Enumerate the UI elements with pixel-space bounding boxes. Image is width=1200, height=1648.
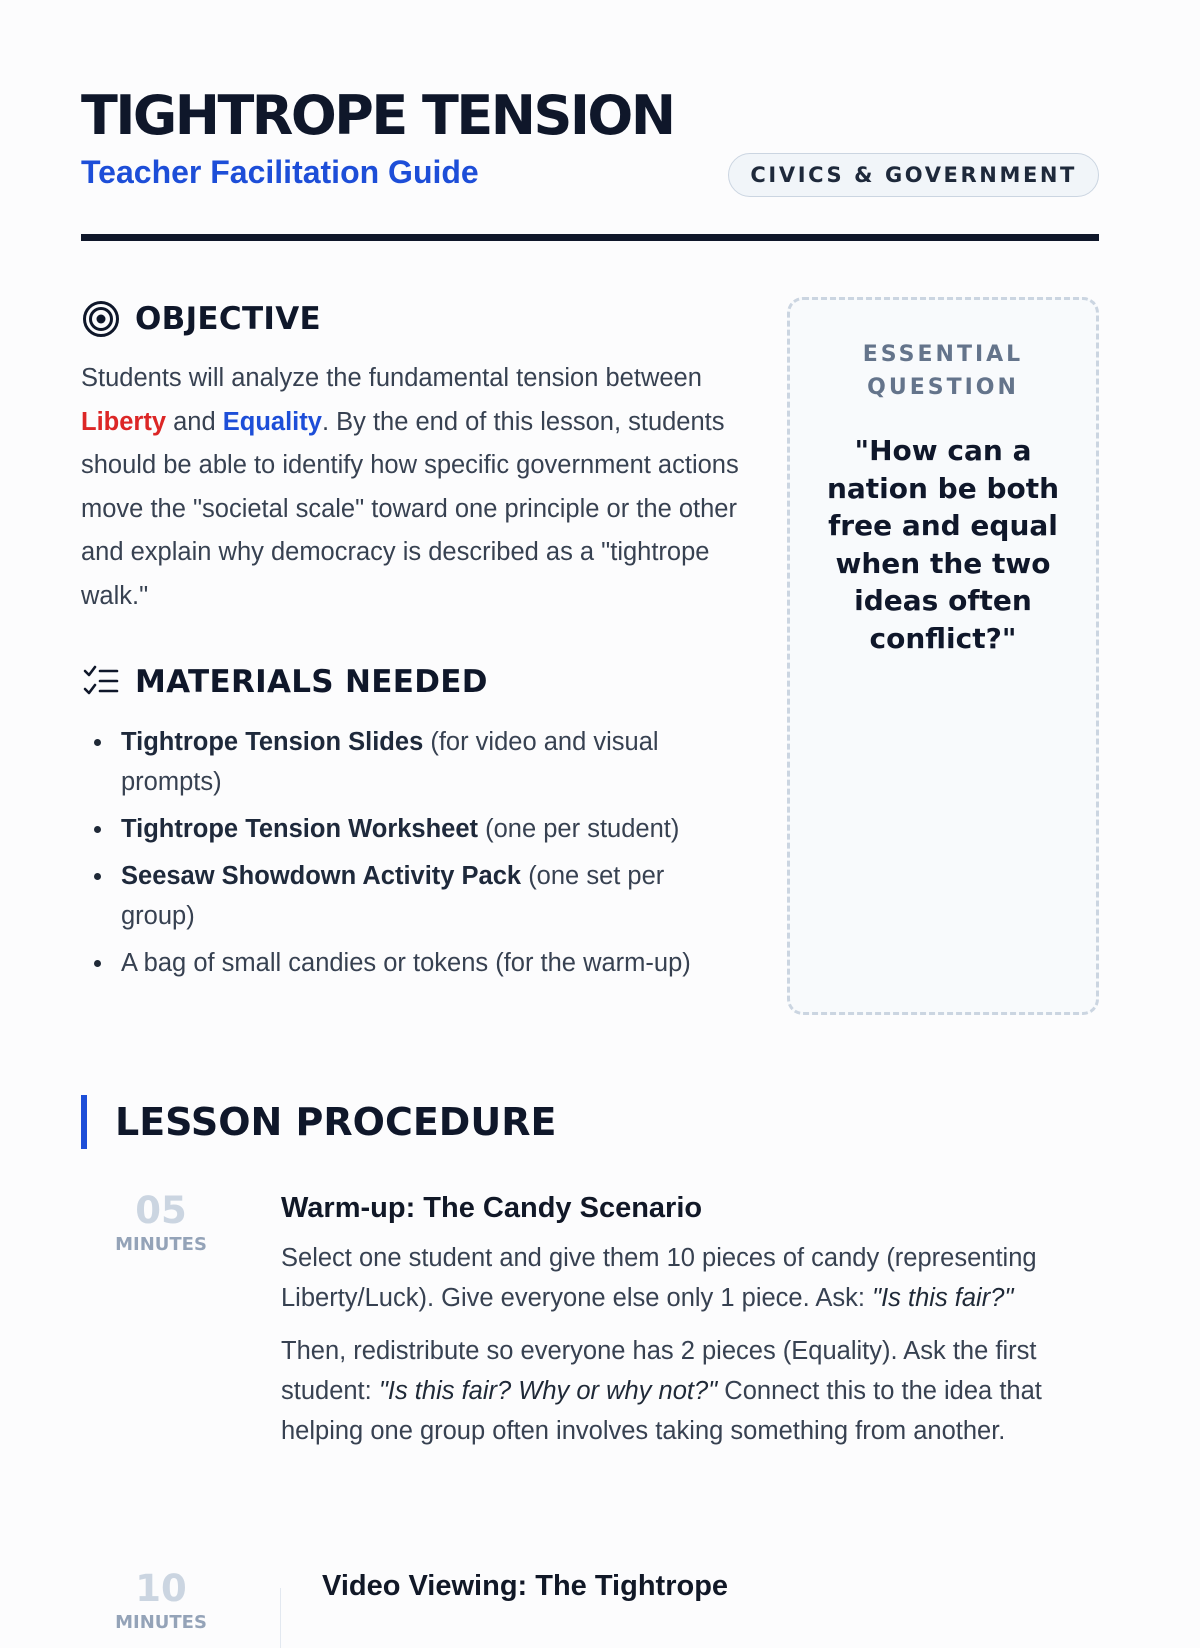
step-paragraph-text: Select one student and give them 10 pieces of candy (representing Liberty/Luck). Give everyone else only 1 piece. Ask: bbox=[281, 1244, 1037, 1312]
materials-item bbox=[81, 809, 741, 849]
materials-item-detail: (for video and visual prompts) bbox=[121, 728, 659, 796]
materials-list bbox=[81, 722, 741, 983]
step-paragraph-quote: "Is this fair?" bbox=[872, 1284, 1014, 1312]
essential-question-box bbox=[787, 297, 1099, 1015]
target-icon bbox=[81, 299, 121, 339]
step-paragraph bbox=[281, 1331, 1099, 1451]
step-duration bbox=[81, 1188, 241, 1256]
essential-question-text: "How can a nation be both free and equal when the two ideas often conflict?" bbox=[826, 434, 1060, 655]
checklist-icon bbox=[81, 662, 121, 702]
materials-item bbox=[81, 856, 741, 936]
overview-section bbox=[81, 242, 1099, 1062]
materials-item-detail: (one set per group) bbox=[121, 862, 665, 930]
step-minutes: 10 bbox=[135, 1567, 187, 1610]
equality-term: Equality bbox=[222, 407, 322, 436]
procedure-heading bbox=[81, 1095, 556, 1149]
header-divider bbox=[81, 234, 1099, 241]
objective-text-part3: . By the end of this lesson, students should be able to identify how specific government actions move the "societal scale" toward one principle or the other and explain why democracy is described as a "tightrope walk." bbox=[81, 407, 739, 610]
step-minutes-unit: MINUTES bbox=[115, 1612, 207, 1633]
page-title: TIGHTROPE TENSION bbox=[81, 84, 674, 147]
step-paragraph-text: Then, redistribute so everyone has 2 pieces (Equality). Ask the first student: bbox=[281, 1337, 1037, 1405]
materials-item-detail: (one per student) bbox=[478, 815, 680, 843]
materials-heading-label: MATERIALS NEEDED bbox=[135, 664, 488, 700]
liberty-term: Liberty bbox=[81, 407, 167, 436]
materials-item-detail: A bag of small candies or tokens (for the warm-up) bbox=[121, 949, 691, 977]
objective-heading bbox=[81, 297, 741, 341]
step-minutes: 05 bbox=[135, 1189, 187, 1232]
objective-text-part2: and bbox=[166, 407, 223, 436]
step-title: Warm-up: The Candy Scenario bbox=[281, 1192, 703, 1224]
step-paragraph bbox=[281, 1238, 1099, 1318]
page-header bbox=[81, 0, 1099, 242]
page-subtitle: Teacher Facilitation Guide bbox=[81, 154, 479, 190]
materials-item bbox=[81, 722, 741, 802]
materials-item-name: Seesaw Showdown Activity Pack bbox=[121, 862, 522, 890]
step-body bbox=[281, 1188, 1099, 1451]
materials-item bbox=[81, 943, 741, 983]
essential-question-label: ESSENTIAL QUESTION bbox=[862, 342, 1024, 400]
step-title: Video Viewing: The Tightrope bbox=[322, 1570, 729, 1602]
step-paragraph-text: Connect this to the idea that helping one group often involves taking something from another. bbox=[281, 1377, 1042, 1445]
objective-heading-label: OBJECTIVE bbox=[135, 301, 321, 337]
step-paragraph-quote: "Is this fair? Why or why not?" bbox=[378, 1377, 718, 1405]
subject-badge: CIVICS & GOVERNMENT bbox=[728, 153, 1099, 197]
step-body bbox=[322, 1566, 1140, 1606]
objective-text bbox=[81, 357, 741, 618]
materials-heading bbox=[81, 660, 741, 704]
step-minutes-unit: MINUTES bbox=[115, 1234, 207, 1255]
procedure-accent-bar bbox=[81, 1095, 87, 1149]
step-duration bbox=[81, 1566, 241, 1634]
materials-item-name: Tightrope Tension Slides bbox=[121, 728, 424, 756]
materials-item-name: Tightrope Tension Worksheet bbox=[121, 815, 479, 843]
objective-text-part1: Students will analyze the fundamental tension between bbox=[81, 364, 702, 392]
step-divider bbox=[280, 1588, 281, 1648]
overview-left-column bbox=[81, 297, 741, 990]
procedure-heading-label: LESSON PROCEDURE bbox=[115, 1100, 557, 1144]
